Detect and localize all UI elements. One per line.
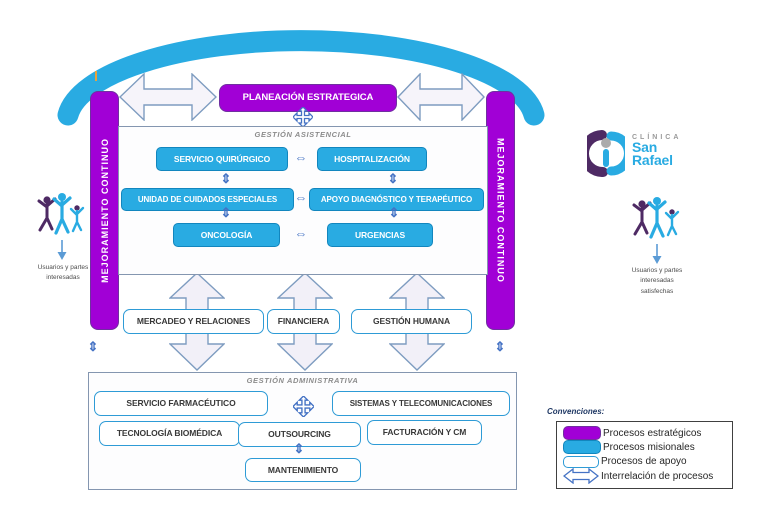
- mejoramiento-continuo-label: MEJORAMIENTO CONTINUO: [99, 138, 110, 283]
- down-arrow-icon: [56, 240, 68, 261]
- financiera-box: FINANCIERA: [267, 309, 340, 334]
- gestion-administrativa-title: GESTIÓN ADMINISTRATIVA: [246, 376, 359, 385]
- clinic-logo-icon: [587, 130, 625, 177]
- mejoramiento-continuo-bar-left: [90, 91, 119, 330]
- apoyo-diagnostico-terapeutico-box: APOYO DIAGNÓSTICO Y TERAPÉUTICO: [309, 188, 484, 211]
- unidad-cuidados-especiales-box: UNIDAD DE CUIDADOS ESPECIALES: [121, 188, 294, 211]
- legend-item-interrelacion: [563, 469, 726, 484]
- interrelation-v-icon: ⇕: [388, 205, 400, 220]
- interrelation-h-icon: ⇔: [294, 226, 308, 241]
- legend-label: Procesos de apoyo: [601, 456, 687, 468]
- interrelation-v-icon: ⇕: [293, 441, 305, 456]
- note-line: satisfechas: [640, 287, 674, 295]
- legend-item-misionales: [563, 440, 726, 454]
- legend-swatch-blue: [563, 440, 601, 454]
- interrelation-arrow-horizontal-right: [397, 73, 485, 121]
- legend-swatch-purple: [563, 426, 601, 440]
- note-line: interesadas: [640, 277, 674, 285]
- hospitalizacion-box: HOSPITALIZACIÓN: [317, 147, 427, 171]
- legend-swatch-white: [563, 456, 599, 468]
- interrelation-arrow-4way-admin: [293, 396, 314, 417]
- legend-box: [556, 421, 733, 489]
- stray-mark: [95, 71, 97, 81]
- tecnologia-biomedica-box: TECNOLOGÍA BIOMÉDICA: [99, 421, 240, 446]
- legend-label: Procesos misionales: [603, 441, 695, 453]
- mercadeo-relaciones-box: MERCADEO Y RELACIONES: [123, 309, 264, 334]
- gestion-humana-box: GESTIÓN HUMANA: [351, 309, 472, 334]
- gestion-asistencial-title: GESTIÓN ASISTENCIAL: [254, 130, 352, 139]
- left-note: [25, 263, 101, 284]
- planeacion-estrategica-box: PLANEACIÓN ESTRATEGICA: [219, 84, 397, 112]
- mantenimiento-box: MANTENIMIENTO: [245, 458, 361, 482]
- legend-label: Interrelación de procesos: [601, 470, 714, 482]
- clinic-logo-text: [632, 134, 681, 167]
- logo-name-line1: San: [632, 139, 658, 155]
- interrelation-v-icon: ⇕: [494, 339, 506, 354]
- facturacion-cm-box: FACTURACIÓN Y CM: [367, 420, 482, 445]
- interrelation-arrow-horizontal-left: [119, 73, 217, 121]
- urgencias-box: URGENCIAS: [327, 223, 433, 247]
- interrelation-v-icon: ⇕: [220, 171, 232, 186]
- users-family-icon: [630, 196, 680, 242]
- interrelation-v-icon: ⇕: [220, 205, 232, 220]
- users-family-icon: [35, 192, 85, 238]
- sistemas-telecomunicaciones-box: SISTEMAS Y TELECOMUNICACIONES: [332, 391, 510, 416]
- legend-label: Procesos estratégicos: [603, 427, 702, 439]
- servicio-farmaceutico-box: SERVICIO FARMACÉUTICO: [94, 391, 268, 416]
- mejoramiento-continuo-bar-right: [486, 91, 515, 330]
- note-line: Usuarios y partes: [631, 267, 683, 274]
- interrelation-v-icon: ⇕: [87, 339, 99, 354]
- interrelation-v-icon: ⇕: [387, 171, 399, 186]
- interrelation-arrow-4way-top: [293, 107, 313, 127]
- right-note: [617, 266, 697, 297]
- outsourcing-box: OUTSOURCING: [238, 422, 361, 447]
- interrelation-h-icon: ⇔: [294, 190, 308, 205]
- legend-item-estrategicos: [563, 426, 726, 440]
- legend-item-apoyo: [563, 455, 726, 469]
- legend-arrow-icon: [563, 468, 599, 484]
- oncologia-box: ONCOLOGÍA: [173, 223, 280, 247]
- logo-name-line2: Rafael: [632, 152, 673, 168]
- interrelation-h-icon: ⇔: [294, 150, 308, 165]
- note-line: interesadas: [46, 274, 80, 282]
- note-line: Usuarios y partes: [37, 264, 89, 271]
- down-arrow-icon: [651, 244, 663, 265]
- logo-clinica-label: CLÍNICA: [632, 134, 682, 141]
- servicio-quirurgico-box: SERVICIO QUIRÚRGICO: [156, 147, 288, 171]
- mejoramiento-continuo-label: MEJORAMIENTO CONTINUO: [495, 138, 506, 283]
- legend-title: Convenciones:: [547, 407, 605, 416]
